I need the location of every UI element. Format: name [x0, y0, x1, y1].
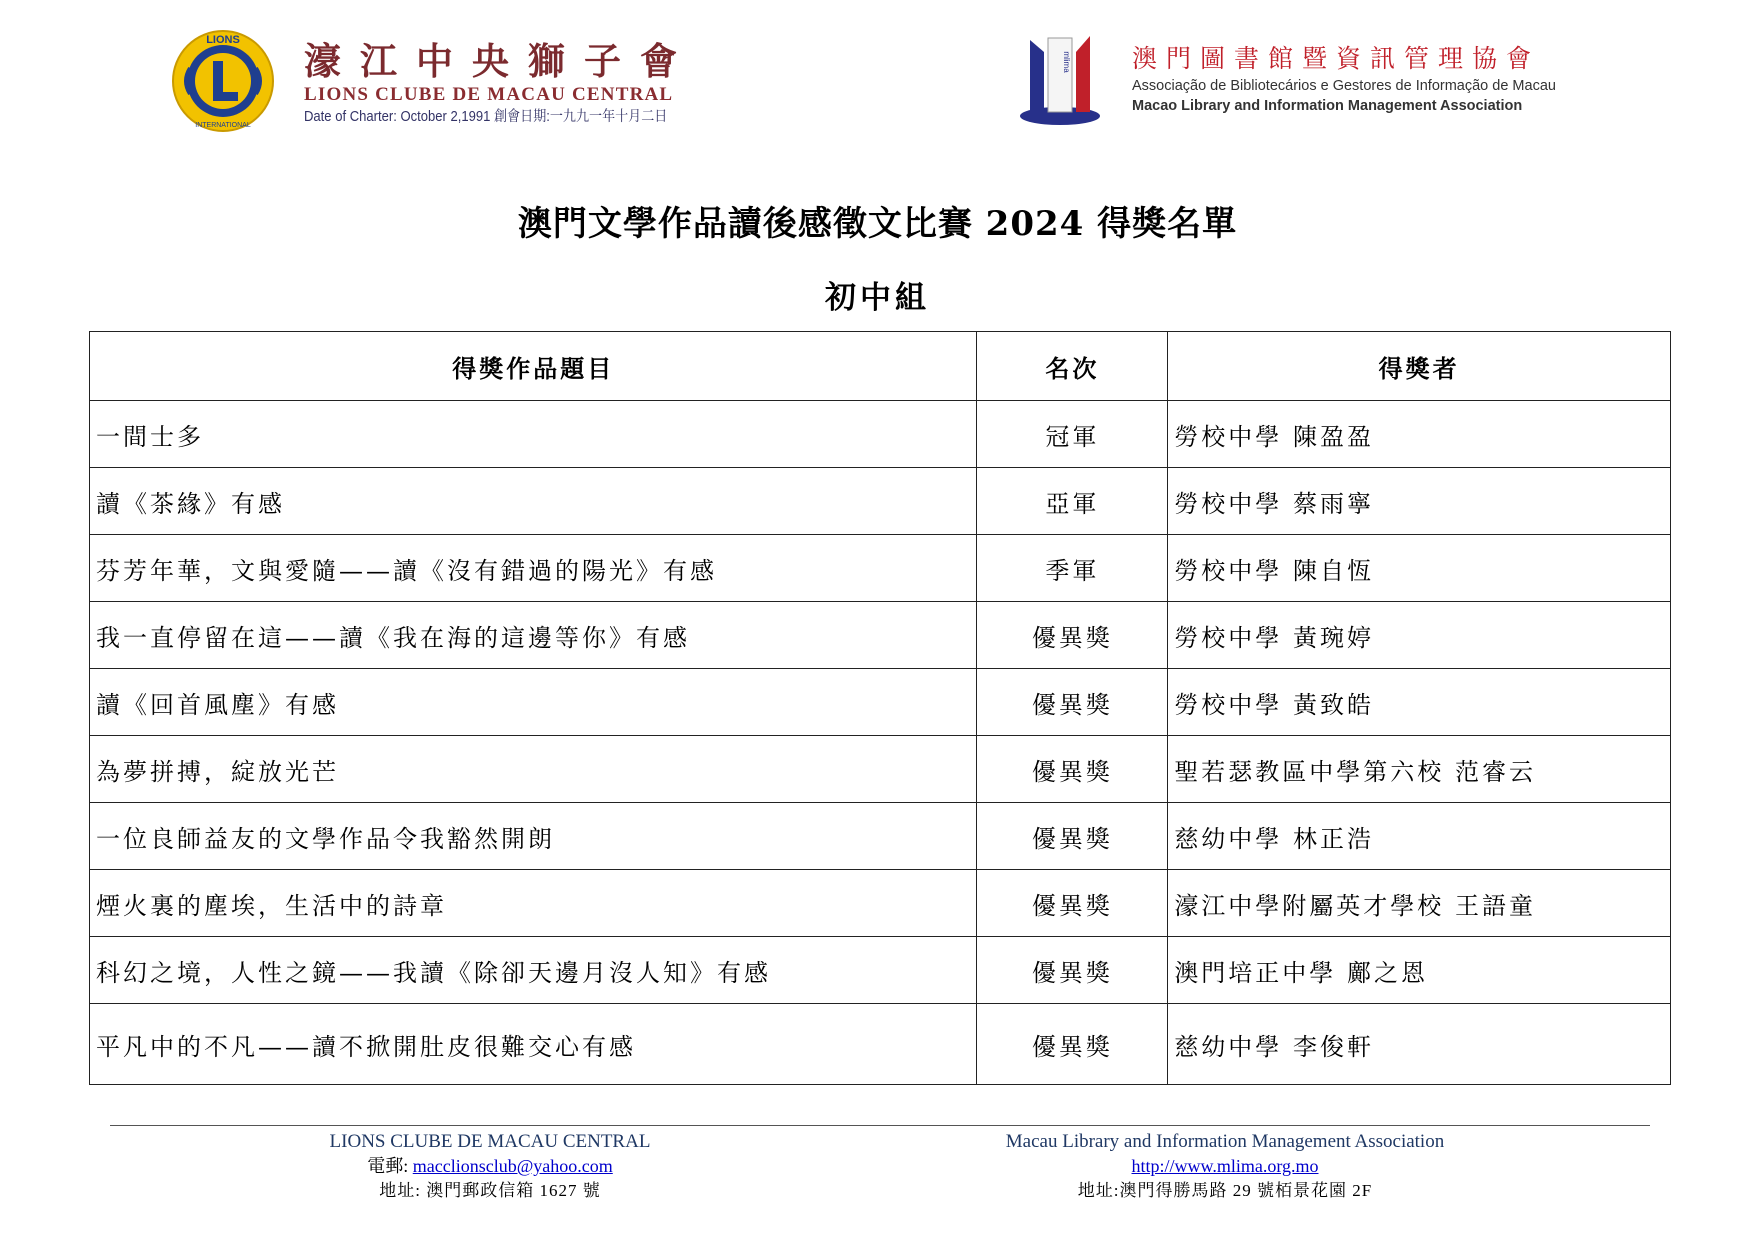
lions-club-header: [170, 28, 696, 140]
table-row: [90, 870, 1671, 937]
winner-cell: 勞校中學 黃致皓: [1168, 669, 1671, 736]
table-row: [90, 1004, 1671, 1085]
email-label: 電郵:: [367, 1156, 413, 1176]
lions-charter-date: Date of Charter: October 2,1991 創會日期:一九九一年十月二日: [304, 109, 668, 125]
table-row: [90, 602, 1671, 669]
rank-cell: 優異獎: [977, 736, 1168, 803]
work-title-cell: 一間士多: [90, 401, 977, 468]
winner-cell: 澳門培正中學 鄺之恩: [1168, 937, 1671, 1004]
footer-lions-contact: [245, 1130, 735, 1204]
logo-ring-bottom: INTERNATIONAL: [195, 122, 251, 129]
header-winner: 得獎者: [1168, 332, 1671, 401]
website-link[interactable]: http://www.mlima.org.mo: [1131, 1156, 1319, 1176]
awards-table: [89, 331, 1671, 1085]
rank-cell: 季軍: [977, 535, 1168, 602]
winner-cell: 慈幼中學 林正浩: [1168, 803, 1671, 870]
table-row: [90, 803, 1671, 870]
mlima-header: [1012, 30, 1612, 130]
footer-divider: [110, 1125, 1650, 1126]
rank-cell: 優異獎: [977, 1004, 1168, 1085]
winner-cell: 勞校中學 蔡雨寧: [1168, 468, 1671, 535]
work-title-cell: 平凡中的不凡——讀不掀開肚皮很難交心有感: [90, 1004, 977, 1085]
winner-cell: 勞校中學 陳盈盈: [1168, 401, 1671, 468]
mlima-name-pt: Associação de Bibliotecários e Gestores de Informação de Macau: [1132, 78, 1556, 94]
rank-cell: 冠軍: [977, 401, 1168, 468]
mlima-text: [1132, 44, 1556, 116]
rank-cell: 亞軍: [977, 468, 1168, 535]
logo-ring-top: LIONS: [206, 34, 240, 46]
winner-cell: 勞校中學 陳自恆: [1168, 535, 1671, 602]
table-row: [90, 669, 1671, 736]
work-title-cell: 讀《茶緣》有感: [90, 468, 977, 535]
table-row: [90, 401, 1671, 468]
table-row: [90, 468, 1671, 535]
table-row: [90, 736, 1671, 803]
header-rank: 名次: [977, 332, 1168, 401]
table-row: [90, 535, 1671, 602]
mlima-name-zh: 澳門圖書館暨資訊管理協會: [1132, 44, 1541, 73]
lions-club-name-latin: LIONS CLUBE DE MACAU CENTRAL: [304, 84, 674, 105]
footer-mlima-url-line: [975, 1154, 1475, 1178]
winner-cell: 慈幼中學 李俊軒: [1168, 1004, 1671, 1085]
work-title-cell: 為夢拼搏，綻放光芒: [90, 736, 977, 803]
work-title-cell: 一位良師益友的文學作品令我豁然開朗: [90, 803, 977, 870]
work-title-cell: 芬芳年華，文與愛隨——讀《沒有錯過的陽光》有感: [90, 535, 977, 602]
footer-mlima-address: 地址:澳門得勝馬路 29 號栢景花園 2F: [1077, 1181, 1373, 1200]
footer-lions-address: 地址: 澳門郵政信箱 1627 號: [379, 1181, 601, 1200]
lions-club-name-zh: 濠江中央獅子會: [304, 40, 696, 83]
work-title-cell: 讀《回首風塵》有感: [90, 669, 977, 736]
winner-cell: 濠江中學附屬英才學校 王語童: [1168, 870, 1671, 937]
group-subtitle: 初中組: [825, 280, 930, 316]
work-title-cell: 科幻之境，人性之鏡——我讀《除卻天邊月沒人知》有感: [90, 937, 977, 1004]
work-title-cell: 我一直停留在這——讀《我在海的這邊等你》有感: [90, 602, 977, 669]
page-title: 澳門文學作品讀後感徵文比賽 2024 得獎名單: [517, 204, 1238, 244]
table-row: [90, 937, 1671, 1004]
rank-cell: 優異獎: [977, 870, 1168, 937]
winner-cell: 聖若瑟教區中學第六校 范睿云: [1168, 736, 1671, 803]
mlima-name-en: Macao Library and Information Management Association: [1132, 98, 1523, 114]
rank-cell: 優異獎: [977, 937, 1168, 1004]
winner-cell: 勞校中學 黃琬婷: [1168, 602, 1671, 669]
footer-mlima-name: Macau Library and Information Management Association: [1005, 1131, 1445, 1152]
footer-lions-name: LIONS CLUBE DE MACAU CENTRAL: [329, 1131, 651, 1152]
header-work-title: 得獎作品題目: [90, 332, 977, 401]
lions-international-logo-icon: [170, 28, 276, 134]
rank-cell: 優異獎: [977, 669, 1168, 736]
mlima-logo-icon: [1012, 30, 1112, 130]
rank-cell: 優異獎: [977, 803, 1168, 870]
lions-club-text: [304, 42, 708, 126]
table-header-row: [90, 332, 1671, 401]
footer-lions-email-line: [245, 1154, 735, 1178]
email-link[interactable]: macclionsclub@yahoo.com: [412, 1156, 613, 1176]
footer-mlima-contact: [975, 1130, 1475, 1204]
work-title-cell: 煙火裏的塵埃，生活中的詩章: [90, 870, 977, 937]
rank-cell: 優異獎: [977, 602, 1168, 669]
mlima-logo-letters: mlima: [1062, 51, 1071, 73]
